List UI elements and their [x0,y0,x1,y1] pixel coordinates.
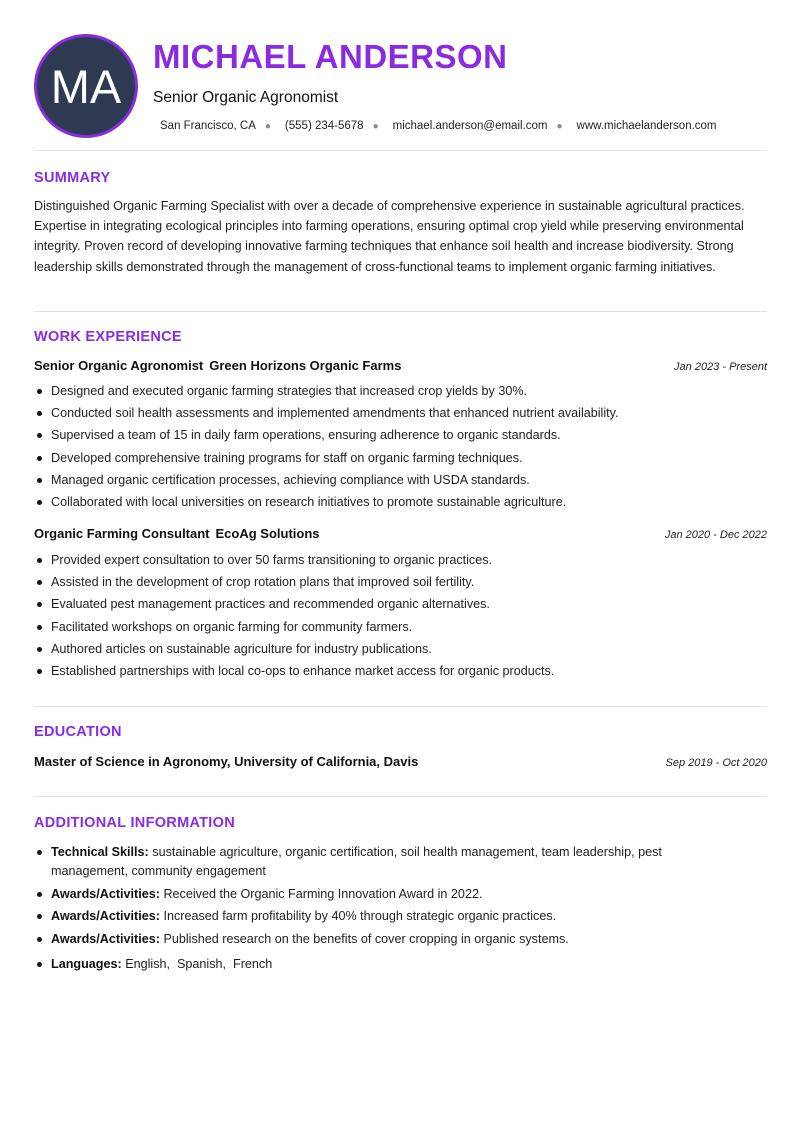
language: English [125,956,167,971]
divider [34,796,767,797]
info-text: Published research on the benefits of cover cropping in organic systems. [163,931,569,946]
list-item [34,907,734,926]
divider [34,706,767,707]
languages-item [34,955,734,974]
contact-line [160,120,717,132]
contact-email[interactable]: michael.anderson@email.com [392,120,548,132]
education-heading: EDUCATION [34,724,122,740]
separator-dot-icon: ● [264,120,271,132]
info-label: Awards/Activities: [51,931,160,946]
languages-list [125,957,272,971]
candidate-title: Senior Organic Agronomist [153,89,339,106]
list-item [34,885,734,904]
contact-phone: (555) 234-5678 [284,120,364,132]
list-item: Established partnerships with local co-ops to enhance market access for organic products. [34,664,767,679]
language: , French [223,957,273,971]
info-label: Technical Skills: [51,845,149,859]
job-dates: Jan 2023 - Present [674,361,767,373]
list-item: Supervised a team of 15 in daily farm operations, ensuring adherence to organic standards. [34,428,767,443]
list-item: Designed and executed organic farming strategies that increased crop yields by 30%. [34,384,767,399]
job-dates: Jan 2020 - Dec 2022 [664,529,767,541]
divider [34,311,767,312]
info-text: sustainable agriculture, organic certification, soil health management, team leadership, pest management, community engagement [51,845,662,878]
divider [34,150,767,151]
job-bullets [34,553,767,686]
job-role: Organic Farming Consultant [34,526,210,541]
job-company: Green Horizons Organic Farms [209,358,402,373]
education-dates: Sep 2019 - Oct 2020 [665,757,767,769]
job-title-company [34,358,401,373]
job-company: EcoAg Solutions [215,526,320,541]
candidate-name: MICHAEL ANDERSON [153,38,508,75]
job-title-company [34,526,320,541]
list-item: Conducted soil health assessments and implemented amendments that enhanced nutrient availability. [34,406,767,421]
info-label: Awards/Activities: [51,886,160,901]
languages-label: Languages: [51,956,122,971]
language: , Spanish [167,957,223,971]
separator-dot-icon: ● [556,120,563,132]
list-item: Developed comprehensive training programs for staff on organic farming techniques. [34,451,767,466]
info-text: Received the Organic Farming Innovation Award in 2022. [163,886,483,901]
job-bullets [34,384,767,517]
list-item: Provided expert consultation to over 50 farms transitioning to organic practices. [34,553,767,568]
list-item: Assisted in the development of crop rotation plans that improved soil fertility. [34,575,767,590]
contact-location: San Francisco, CA [160,120,256,132]
list-item: Evaluated pest management practices and recommended organic alternatives. [34,597,767,612]
additional-info-list [34,843,734,977]
list-item [34,930,734,949]
additional-info-heading: ADDITIONAL INFORMATION [34,815,235,831]
education-degree: Master of Science in Agronomy, University of California, Davis [34,754,419,769]
summary-text: Distinguished Organic Farming Specialist with over a decade of comprehensive experience in sustainable agricultural practices. Expertise in integrating ecological principles into farming operations, ensuring optimal crop yield while preserving environmental integrity. Proven record of developing innovative farming techniques that enhance soil health and increase biodiversity. Strong leadership skills demonstrated through the management of cross-functional teams to implement organic farming initiatives. [34,199,745,274]
job-header [34,358,767,373]
avatar [34,34,138,138]
list-item: Managed organic certification processes, achieving compliance with USDA standards. [34,473,767,488]
contact-website[interactable]: www.michaelanderson.com [576,120,717,132]
avatar-initials: MA [50,59,122,113]
list-item: Collaborated with local universities on research initiatives to promote sustainable agriculture. [34,495,767,510]
info-label: Awards/Activities: [51,909,160,923]
summary-heading: SUMMARY [34,170,111,186]
job-header [34,526,767,541]
list-item: Facilitated workshops on organic farming for community farmers. [34,620,767,635]
separator-dot-icon: ● [372,120,379,132]
education-entry [34,754,767,769]
info-text: Increased farm profitability by 40% through strategic organic practices. [163,909,557,923]
list-item: Authored articles on sustainable agriculture for industry publications. [34,642,767,657]
work-experience-heading: WORK EXPERIENCE [34,329,182,345]
list-item [34,843,734,881]
job-role: Senior Organic Agronomist [34,358,204,373]
